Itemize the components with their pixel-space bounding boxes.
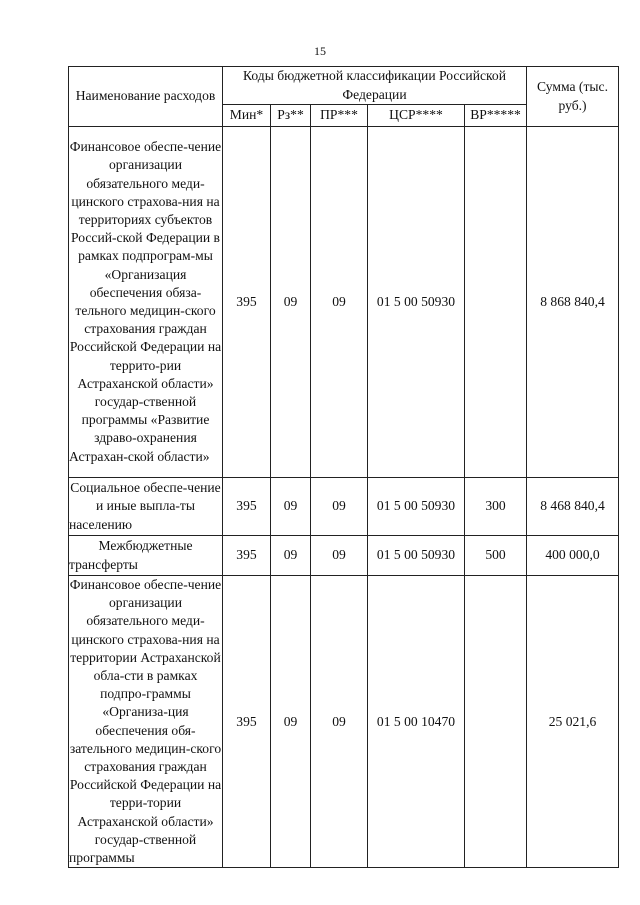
row-rz: 09 <box>271 127 311 478</box>
page-number: 15 <box>314 44 326 58</box>
row-name: Межбюджетные трансферты <box>69 536 223 576</box>
row-vr <box>465 127 527 478</box>
header-csr: ЦСР**** <box>368 105 465 127</box>
row-vr: 300 <box>465 478 527 536</box>
table-row <box>69 478 619 536</box>
row-csr: 01 5 00 50930 <box>368 478 465 536</box>
header-codes-group: Коды бюджетной классификации Российской Федерации <box>223 67 527 105</box>
row-rz: 09 <box>271 478 311 536</box>
row-min: 395 <box>223 127 271 478</box>
table-header <box>69 67 619 127</box>
row-sum: 400 000,0 <box>527 536 619 576</box>
row-csr: 01 5 00 50930 <box>368 127 465 478</box>
table-row <box>69 536 619 576</box>
row-csr: 01 5 00 50930 <box>368 536 465 576</box>
table-row <box>69 576 619 868</box>
row-csr: 01 5 00 10470 <box>368 576 465 868</box>
header-vr: ВР***** <box>465 105 527 127</box>
row-sum: 8 468 840,4 <box>527 478 619 536</box>
row-sum: 8 868 840,4 <box>527 127 619 478</box>
row-vr <box>465 576 527 868</box>
table-row <box>69 127 619 478</box>
row-sum: 25 021,6 <box>527 576 619 868</box>
row-pr: 09 <box>311 576 368 868</box>
header-pr: ПР*** <box>311 105 368 127</box>
row-pr: 09 <box>311 127 368 478</box>
row-pr: 09 <box>311 536 368 576</box>
row-name: Финансовое обеспе-чение организации обязательного меди-цинского страхова-ния на территории Астраханской обла-сти в рамках подпро-граммы «Организа-ция обеспечения обя-зательного медицин-ского страхования граждан Российской Федерации на терри-тории Астраханской области» государ-ственной программы <box>69 576 223 868</box>
header-min: Мин* <box>223 105 271 127</box>
header-rz: Рз** <box>271 105 311 127</box>
header-sum-column: Сумма (тыс. руб.) <box>527 67 619 127</box>
row-name: Финансовое обеспе-чение организации обязательного меди-цинского страхова-ния на территориях субъектов Россий-ской Федерации в рамках подпрограм-мы «Организация обеспечения обяза-тельного медицин-ского страхования граждан Российской Федерации на террито-рии Астраханской области» государ-ственной программы «Развитие здраво-охранения Астрахан-ской области» <box>69 127 223 478</box>
row-vr: 500 <box>465 536 527 576</box>
row-min: 395 <box>223 478 271 536</box>
row-min: 395 <box>223 536 271 576</box>
row-rz: 09 <box>271 536 311 576</box>
row-min: 395 <box>223 576 271 868</box>
budget-table <box>68 66 619 868</box>
row-name: Социальное обеспе-чение и иные выпла-ты населению <box>69 478 223 536</box>
row-pr: 09 <box>311 478 368 536</box>
header-name-column: Наименование расходов <box>69 67 223 127</box>
row-rz: 09 <box>271 576 311 868</box>
